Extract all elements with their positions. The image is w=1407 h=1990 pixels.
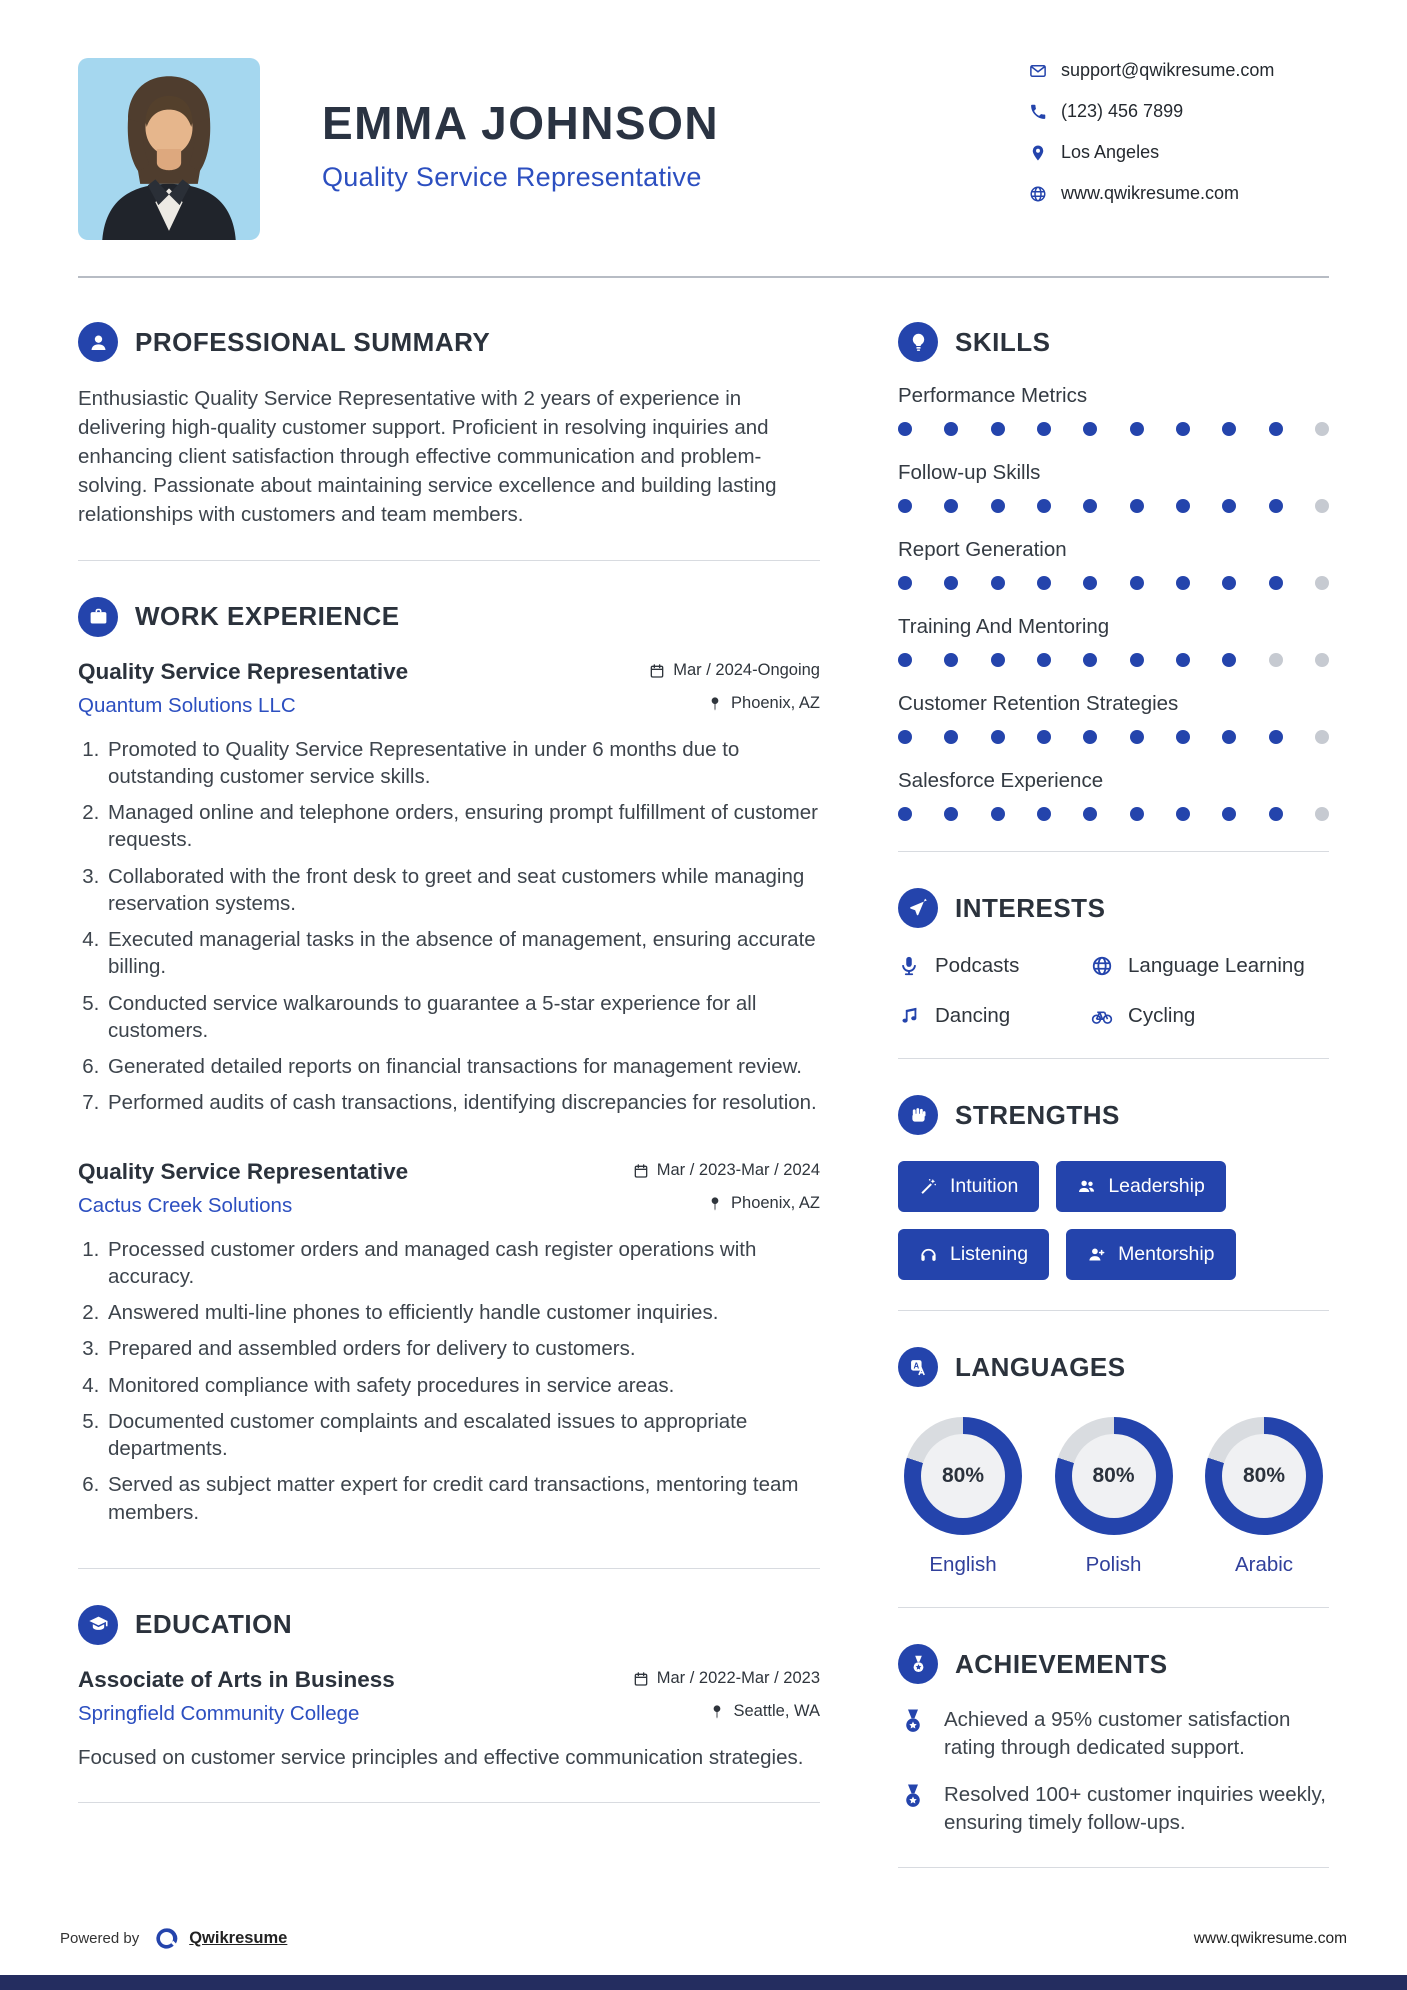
section-divider — [898, 1310, 1329, 1311]
rating-dot — [944, 730, 958, 744]
section-divider — [898, 851, 1329, 852]
skills-list — [898, 384, 1329, 821]
brand-name[interactable]: Qwikresume — [189, 1929, 288, 1947]
calendar-icon — [633, 1163, 649, 1179]
rating-dot — [1176, 730, 1190, 744]
languages-section — [898, 1347, 1329, 1577]
language-percent: 80% — [921, 1434, 1005, 1518]
strengths-section-head — [898, 1095, 1329, 1135]
strength-label: Listening — [950, 1243, 1029, 1265]
bullet-item: 3. Collaborated with the front desk to greet and seat customers while managing reservation systems. — [105, 863, 820, 918]
rating-dot — [1222, 730, 1236, 744]
job-dates: Mar / 2024-Ongoing — [649, 661, 820, 680]
rating-dot — [898, 807, 912, 821]
job-title: Quality Service Representative — [78, 658, 409, 684]
strength-label: Mentorship — [1118, 1243, 1215, 1265]
rating-dot — [898, 422, 912, 436]
header-divider — [78, 276, 1329, 278]
work-experience-section — [78, 597, 820, 1526]
rating-dot — [1037, 499, 1051, 513]
translate-icon — [898, 1347, 938, 1387]
lightbulb-icon — [898, 322, 938, 362]
rating-dot — [944, 499, 958, 513]
skill-name: Report Generation — [898, 538, 1067, 561]
job-entry — [78, 659, 820, 1117]
award-icon — [898, 1782, 928, 1812]
achievements-list — [898, 1706, 1329, 1837]
wand-icon — [919, 1177, 938, 1196]
achievements-section — [898, 1644, 1329, 1837]
bicycle-icon — [1091, 1005, 1113, 1027]
rating-dot — [1037, 653, 1051, 667]
email-icon — [1029, 62, 1047, 80]
language-percent: 80% — [1222, 1434, 1306, 1518]
graduation-cap-icon — [78, 1605, 118, 1645]
content-columns — [78, 322, 1329, 1904]
languages-section-head — [898, 1347, 1329, 1387]
skill-name: Follow-up Skills — [898, 461, 1041, 484]
side-column — [898, 322, 1329, 1904]
skill-name: Training And Mentoring — [898, 615, 1110, 638]
rating-dot — [1315, 576, 1329, 590]
rating-dot — [1269, 807, 1283, 821]
rating-dot — [1222, 499, 1236, 513]
section-divider — [78, 1802, 820, 1803]
language-ring — [1055, 1417, 1173, 1535]
bullet-item: 2. Answered multi-line phones to efficiently handle customer inquiries. — [105, 1299, 820, 1326]
language-item — [904, 1417, 1022, 1577]
rating-dot — [898, 576, 912, 590]
skill-name: Customer Retention Strategies — [898, 692, 1179, 715]
rating-dot — [1083, 730, 1097, 744]
language-name: Polish — [1085, 1553, 1142, 1576]
language-item — [1055, 1417, 1173, 1577]
achievement-item — [898, 1706, 1329, 1761]
rating-dot — [991, 653, 1005, 667]
contact-item[interactable] — [1029, 60, 1329, 81]
school-link[interactable]: Springfield Community College — [78, 1701, 360, 1725]
rating-dot — [1130, 422, 1144, 436]
rating-dot — [1269, 576, 1283, 590]
interests-section — [898, 888, 1329, 1028]
rating-dot — [898, 499, 912, 513]
summary-heading: PROFESSIONAL SUMMARY — [135, 326, 491, 357]
job-entry — [78, 1159, 820, 1526]
job-list — [78, 659, 820, 1526]
education-description: Focused on customer service principles and effective communication strategies. — [78, 1745, 804, 1769]
strength-chip — [1066, 1229, 1235, 1280]
strengths-section — [898, 1095, 1329, 1280]
interests-list — [898, 950, 1329, 1028]
rating-dot — [1176, 807, 1190, 821]
music-note-icon — [898, 1005, 920, 1027]
rating-dot — [944, 576, 958, 590]
paper-plane-icon — [898, 888, 938, 928]
pin-icon — [707, 696, 723, 712]
medal-icon — [898, 1644, 938, 1684]
education-dates — [633, 1669, 820, 1688]
bullet-item: 6. Generated detailed reports on financial transactions for management review. — [105, 1053, 820, 1080]
rating-dot — [1083, 653, 1097, 667]
section-divider — [898, 1607, 1329, 1608]
contact-list — [1029, 60, 1329, 224]
pin-icon — [709, 1704, 725, 1720]
interest-label: Dancing — [935, 1004, 1011, 1027]
rating-dot — [1037, 576, 1051, 590]
job-title: Quality Service Representative — [78, 1158, 409, 1184]
section-divider — [78, 1568, 820, 1569]
profile-photo — [78, 58, 260, 240]
bullet-item: 5. Conducted service walkarounds to guarantee a 5-star experience for all customers. — [105, 990, 820, 1045]
resume-header — [78, 58, 1329, 240]
qwikresume-logo-icon — [153, 1925, 180, 1952]
skill-rating — [898, 576, 1329, 590]
rating-dot — [1269, 422, 1283, 436]
language-percent: 80% — [1072, 1434, 1156, 1518]
headphones-icon — [919, 1245, 938, 1264]
rating-dot — [944, 422, 958, 436]
rating-dot — [1083, 422, 1097, 436]
location-icon — [1029, 144, 1047, 162]
svg-text:A: A — [912, 1360, 919, 1370]
user-plus-icon — [1087, 1245, 1106, 1264]
rating-dot — [991, 730, 1005, 744]
rating-dot — [991, 499, 1005, 513]
rating-dot — [1269, 730, 1283, 744]
interest-item — [1091, 1004, 1329, 1028]
rating-dot — [1037, 807, 1051, 821]
section-divider — [78, 560, 820, 561]
rating-dot — [1315, 499, 1329, 513]
rating-dot — [1037, 422, 1051, 436]
skills-heading: SKILLS — [955, 326, 1051, 357]
languages-heading: LANGUAGES — [955, 1351, 1126, 1382]
interest-label: Language Learning — [1128, 954, 1305, 977]
work-section-head — [78, 597, 820, 637]
rating-dot — [991, 576, 1005, 590]
company-link[interactable]: Quantum Solutions LLC — [78, 693, 296, 717]
skills-section-head — [898, 322, 1329, 362]
rating-dot — [1315, 730, 1329, 744]
contact-text: (123) 456 7899 — [1061, 101, 1184, 121]
rating-dot — [1222, 422, 1236, 436]
rating-dot — [1269, 499, 1283, 513]
website-icon — [1029, 185, 1047, 203]
achievements-heading: ACHIEVEMENTS — [955, 1648, 1168, 1679]
education-entry — [78, 1667, 820, 1726]
rating-dot — [1130, 576, 1144, 590]
job-location: Phoenix, AZ — [707, 1194, 820, 1213]
language-name: Arabic — [1234, 1553, 1294, 1576]
achievements-section-head — [898, 1644, 1329, 1684]
summary-section — [78, 322, 820, 530]
rating-dot — [1176, 576, 1190, 590]
section-divider — [898, 1867, 1329, 1868]
rating-dot — [1315, 807, 1329, 821]
job-bullets — [78, 1236, 820, 1526]
rating-dot — [1130, 807, 1144, 821]
education-section-head — [78, 1605, 820, 1645]
user-icon — [78, 322, 118, 362]
contact-item[interactable] — [1029, 142, 1329, 163]
rating-dot — [1037, 730, 1051, 744]
strength-chip — [898, 1161, 1039, 1212]
interest-label: Cycling — [1128, 1004, 1196, 1027]
bullet-item: 1. Promoted to Quality Service Representative in under 6 months due to outstanding customer service skills. — [105, 736, 820, 791]
interest-label: Podcasts — [935, 954, 1020, 977]
calendar-icon — [633, 1671, 649, 1687]
rating-dot — [1130, 499, 1144, 513]
education-location-text: Seattle, WA — [733, 1702, 820, 1721]
rating-dot — [1176, 422, 1190, 436]
job-location: Phoenix, AZ — [707, 694, 820, 713]
interest-item — [1091, 954, 1329, 978]
contact-text: www.qwikresume.com — [1061, 183, 1240, 203]
rating-dot — [898, 730, 912, 744]
summary-text: Enthusiastic Quality Service Representative with 2 years of experience in delivering high-quality customer support. Proficient in resolving inquiries and enhancing client satisfaction through effective communication and problem-solving. Passionate about maintaining service excellence and building lasting relationships with customers and team members. — [78, 387, 777, 527]
contact-text: Los Angeles — [1061, 142, 1160, 162]
identity-block — [322, 96, 719, 193]
rating-dot — [1315, 422, 1329, 436]
skill-rating — [898, 653, 1329, 667]
fist-icon — [898, 1095, 938, 1135]
rating-dot — [1176, 653, 1190, 667]
bullet-item: 2. Managed online and telephone orders, ensuring prompt fulfillment of customer requests. — [105, 799, 820, 854]
strength-label: Leadership — [1108, 1175, 1205, 1197]
contact-text: support@qwikresume.com — [1061, 60, 1275, 80]
rating-dot — [991, 807, 1005, 821]
strengths-heading: STRENGTHS — [955, 1099, 1120, 1130]
language-ring — [1205, 1417, 1323, 1535]
bullet-item: 3. Prepared and assembled orders for delivery to customers. — [105, 1335, 820, 1362]
rating-dot — [1176, 499, 1190, 513]
main-column — [78, 322, 820, 1904]
rating-dot — [1130, 730, 1144, 744]
pin-icon — [707, 1196, 723, 1212]
rating-dot — [1083, 807, 1097, 821]
work-heading: WORK EXPERIENCE — [135, 601, 400, 632]
bullet-item: 6. Served as subject matter expert for credit card transactions, mentoring team members. — [105, 1471, 820, 1526]
education-section — [78, 1605, 820, 1773]
rating-dot — [1083, 499, 1097, 513]
person-job-title: Quality Service Representative — [322, 162, 702, 192]
achievement-text: Achieved a 95% customer satisfaction rating through dedicated support. — [944, 1708, 1291, 1759]
rating-dot — [1222, 653, 1236, 667]
skill-name: Performance Metrics — [898, 384, 1088, 407]
bullet-item: 4. Executed managerial tasks in the absence of management, ensuring accurate billing. — [105, 926, 820, 981]
job-dates: Mar / 2023-Mar / 2024 — [633, 1161, 820, 1180]
page-footer — [60, 1925, 1347, 1952]
language-item — [1205, 1417, 1323, 1577]
skill-rating — [898, 422, 1329, 436]
achievement-text: Resolved 100+ customer inquiries weekly, ensuring timely follow-ups. — [944, 1783, 1326, 1835]
achievement-item — [898, 1781, 1329, 1836]
powered-by-label: Powered by — [60, 1930, 140, 1947]
rating-dot — [1083, 576, 1097, 590]
strength-label: Intuition — [950, 1175, 1019, 1197]
degree-title: Associate of Arts in Business — [78, 1666, 395, 1692]
strength-chip — [1056, 1161, 1226, 1212]
language-name: English — [929, 1553, 997, 1576]
rating-dot — [991, 422, 1005, 436]
language-ring — [904, 1417, 1022, 1535]
rating-dot — [1315, 653, 1329, 667]
person-name: EMMA JOHNSON — [322, 97, 720, 149]
rating-dot — [1222, 576, 1236, 590]
strength-chip — [898, 1229, 1049, 1280]
summary-section-head — [78, 322, 820, 362]
interest-item — [898, 954, 1081, 978]
bottom-bar — [0, 1975, 1407, 1990]
profile-photo-image — [78, 58, 260, 240]
skill-name: Salesforce Experience — [898, 769, 1104, 792]
education-location — [709, 1702, 820, 1721]
rating-dot — [1222, 807, 1236, 821]
globe-icon — [1091, 955, 1113, 977]
rating-dot — [944, 653, 958, 667]
contact-item[interactable] — [1029, 101, 1329, 122]
bullet-item: 5. Documented customer complaints and escalated issues to appropriate departments. — [105, 1408, 820, 1463]
qwikresume-brand-link[interactable] — [153, 1925, 287, 1952]
bullet-item: 1. Processed customer orders and managed cash register operations with accuracy. — [105, 1236, 820, 1291]
education-dates-text: Mar / 2022-Mar / 2023 — [656, 1669, 820, 1688]
users-icon — [1077, 1177, 1096, 1196]
skills-section — [898, 322, 1329, 821]
strengths-list — [898, 1157, 1329, 1280]
interests-heading: INTERESTS — [955, 892, 1106, 923]
bullet-item: 4. Monitored compliance with safety procedures in service areas. — [105, 1372, 820, 1399]
education-heading: EDUCATION — [135, 1609, 293, 1640]
bullet-item: 7. Performed audits of cash transactions, identifying discrepancies for resolution. — [105, 1089, 820, 1116]
rating-dot — [1269, 653, 1283, 667]
rating-dot — [898, 653, 912, 667]
section-divider — [898, 1058, 1329, 1059]
footer-website-link[interactable]: www.qwikresume.com — [1193, 1929, 1347, 1947]
briefcase-icon — [78, 597, 118, 637]
languages-list — [898, 1409, 1329, 1577]
company-link[interactable]: Cactus Creek Solutions — [78, 1193, 293, 1217]
phone-icon — [1029, 103, 1047, 121]
rating-dot — [1130, 653, 1144, 667]
skill-rating — [898, 730, 1329, 744]
skill-rating — [898, 807, 1329, 821]
skill-rating — [898, 499, 1329, 513]
award-icon — [898, 1707, 928, 1737]
rating-dot — [944, 807, 958, 821]
contact-item[interactable] — [1029, 183, 1329, 204]
microphone-icon — [898, 955, 920, 977]
interest-item — [898, 1004, 1081, 1028]
job-bullets — [78, 736, 820, 1117]
interests-section-head — [898, 888, 1329, 928]
calendar-icon — [649, 663, 665, 679]
